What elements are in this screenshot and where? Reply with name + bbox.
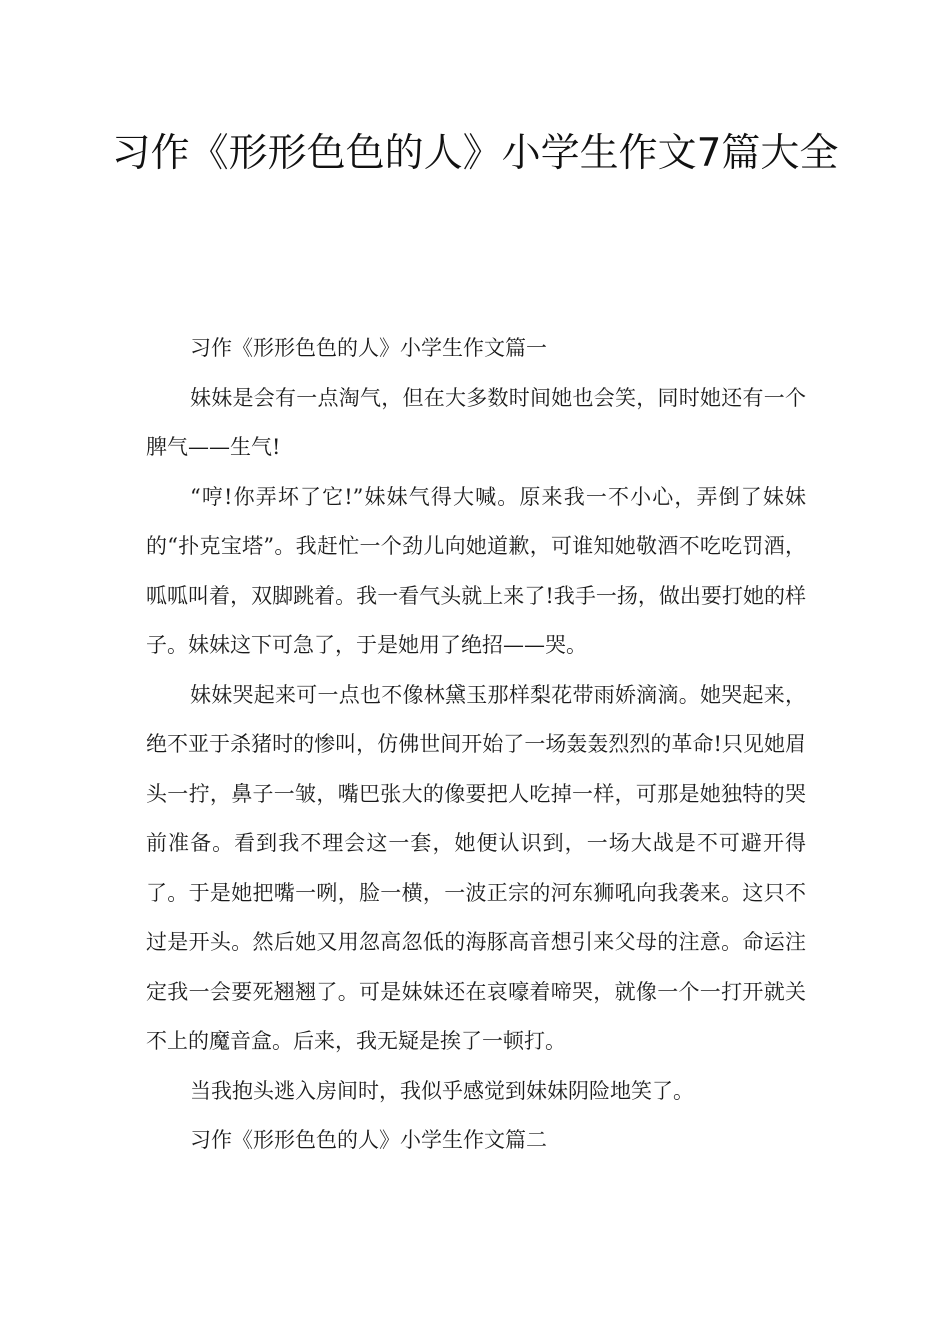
document-title: 习作《形形色色的人》小学生作文7篇大全 <box>111 131 839 176</box>
section-heading-two: 习作《形形色色的人》小学生作文篇二 <box>190 1128 547 1152</box>
paragraph-1: 妹妹是会有一点淘气，但在大多数时间她也会笑，同时她还有一个脾气——生气! <box>146 385 806 459</box>
paragraph-4: 当我抱头逃入房间时，我似乎感觉到妹妹阴险地笑了。 <box>190 1078 694 1103</box>
paragraph-2: “哼!你弄坏了它!”妹妹气得大喊。原来我一不小心，弄倒了妹妹的“扑克宝塔”。我赶忙一个劲儿向她道歉，可谁知她敬酒不吃吃罚酒，呱呱叫着，双脚跳着。我一看气头就上来了!我手一扬，做出要打她的样子。妹妹这下可急了，于是她用了绝招——哭。 <box>146 484 806 657</box>
section-heading-one: 习作《形形色色的人》小学生作文篇一 <box>190 336 547 360</box>
document-body <box>146 324 806 1166</box>
paragraph-3: 妹妹哭起来可一点也不像林黛玉那样梨花带雨娇滴滴。她哭起来，绝不亚于杀猪时的惨叫，仿佛世间开始了一场轰轰烈烈的革命!只见她眉头一拧，鼻子一皱，嘴巴张大的像要把人吃掉一样，可那是她独特的哭前准备。看到我不理会这一套，她便认识到，一场大战是不可避开得了。于是她把嘴一咧，脸一横，一波正宗的河东狮吼向我袭来。这只不过是开头。然后她又用忽高忽低的海豚高音想引来父母的注意。命运注定我一会要死翘翘了。可是妹妹还在哀嚎着啼哭，就像一个一打开就关不上的魔音盒。后来，我无疑是挨了一顿打。 <box>146 682 806 1053</box>
